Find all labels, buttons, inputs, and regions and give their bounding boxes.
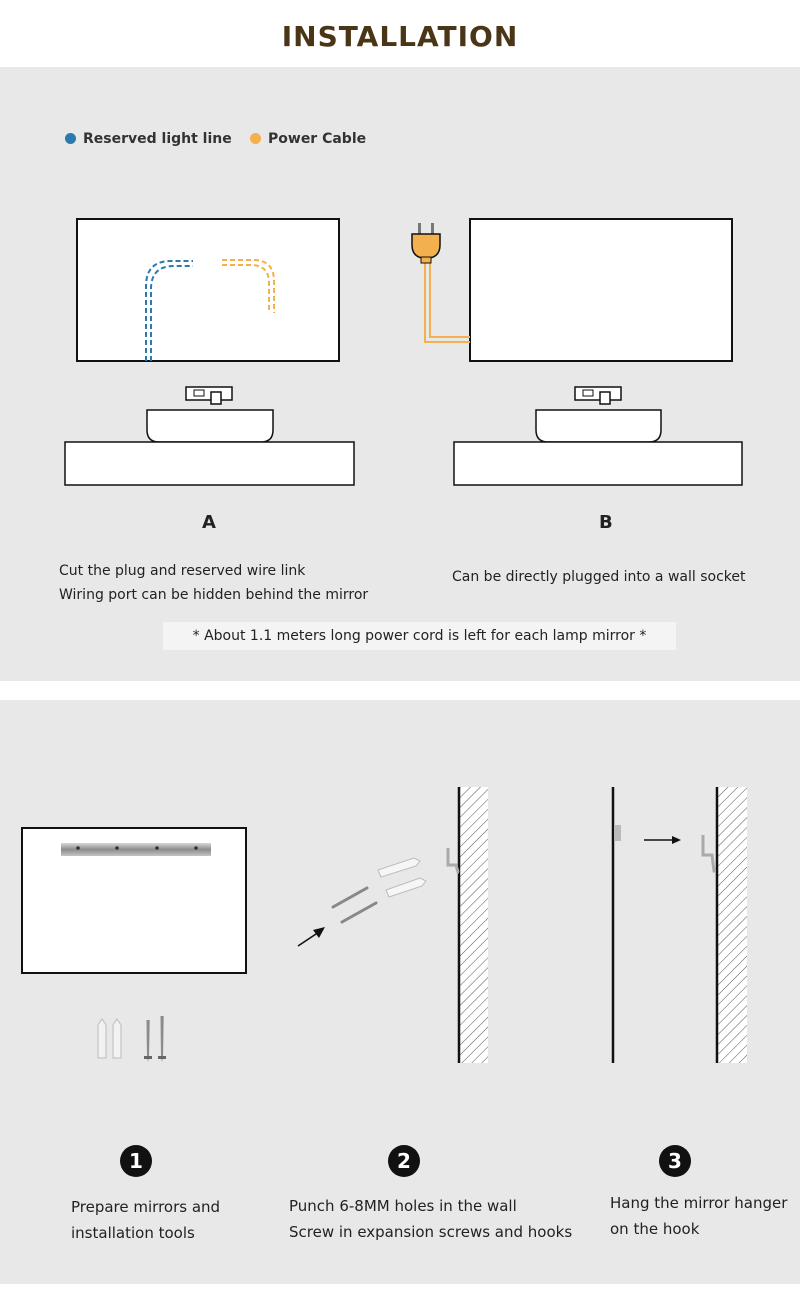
hanger-rail	[61, 843, 211, 856]
legend-dot-blue	[65, 133, 76, 144]
wall-hatch	[717, 787, 747, 1063]
step-3-caption-line1: Hang the mirror hanger	[610, 1194, 788, 1212]
expansion-plugs-icon	[378, 858, 426, 897]
legend-label: Power Cable	[268, 131, 367, 147]
option-a-caption-line2: Wiring port can be hidden behind the mirror	[59, 587, 369, 603]
expansion-plug-icon	[98, 1019, 121, 1058]
option-b-caption: Can be directly plugged into a wall socket	[452, 569, 746, 585]
power-cable-b	[425, 262, 470, 342]
wall-socket-a	[186, 387, 232, 404]
step-2-caption-line2: Screw in expansion screws and hooks	[289, 1223, 573, 1241]
mirror-hanger-icon	[614, 825, 621, 841]
option-a-caption-line1: Cut the plug and reserved wire link	[59, 563, 306, 579]
mirror-a	[77, 219, 339, 361]
screw-icon	[144, 1016, 166, 1062]
legend-power-cable	[250, 131, 366, 147]
wall-hook-icon	[703, 835, 716, 871]
option-a-diagram	[65, 219, 354, 485]
cabinet-b	[454, 442, 742, 485]
page-title: INSTALLATION	[281, 20, 519, 53]
wall-hook-icon	[448, 848, 459, 872]
step-2-caption-line1: Punch 6-8MM holes in the wall	[289, 1197, 517, 1215]
wall-socket-b	[575, 387, 621, 404]
step-1-caption-line2: installation tools	[71, 1224, 195, 1242]
legend-reserved-light-line	[65, 131, 232, 147]
option-b-diagram	[412, 219, 742, 485]
step-1-caption-line1: Prepare mirrors and	[71, 1198, 221, 1216]
step3-diagram	[613, 787, 747, 1063]
option-a-label: A	[202, 512, 216, 533]
arrow-icon	[644, 836, 681, 844]
basin-b	[536, 410, 661, 442]
legend-label: Reserved light line	[83, 131, 232, 147]
cabinet-a	[65, 442, 354, 485]
power-cord-note: * About 1.1 meters long power cord is left for each lamp mirror *	[163, 622, 676, 650]
step2-diagram	[298, 787, 488, 1063]
mirror-b	[470, 219, 732, 361]
option-b-label: B	[599, 512, 613, 533]
screws-icon	[333, 888, 376, 922]
junction-box-a	[193, 253, 222, 269]
step-2-number: 2	[388, 1145, 420, 1177]
wall-hatch	[459, 787, 488, 1063]
plug-icon	[412, 223, 440, 263]
arrow-icon	[298, 927, 325, 946]
step1-diagram	[22, 828, 246, 1062]
step-3-number: 3	[659, 1145, 691, 1177]
step-1-number: 1	[120, 1145, 152, 1177]
basin-a	[147, 410, 273, 442]
step-3-caption-line2: on the hook	[610, 1220, 700, 1238]
legend-dot-orange	[250, 133, 261, 144]
